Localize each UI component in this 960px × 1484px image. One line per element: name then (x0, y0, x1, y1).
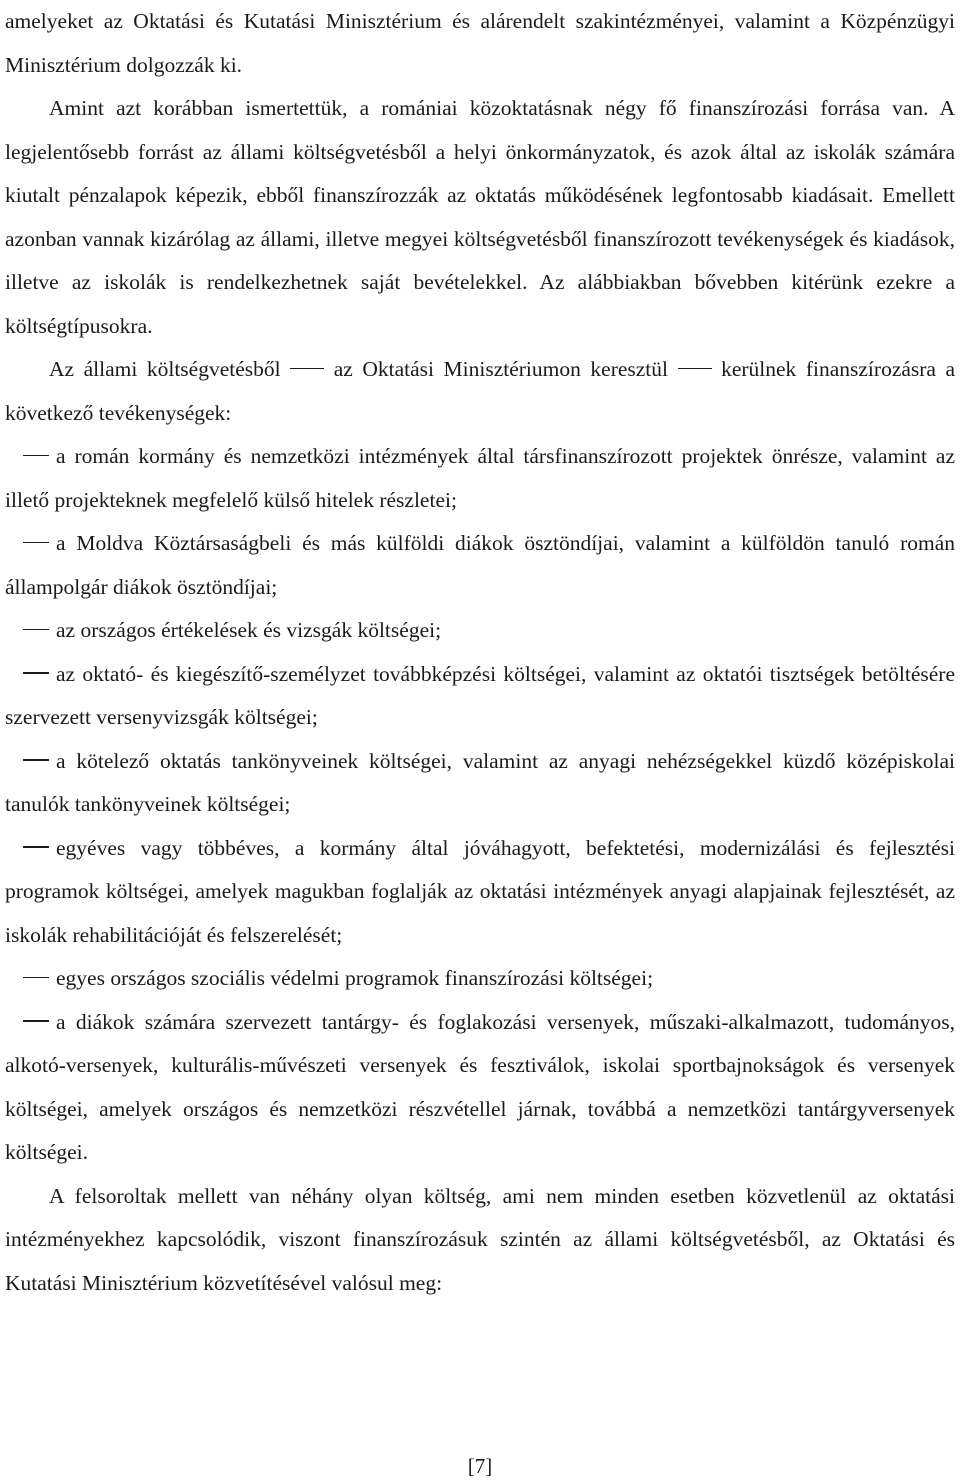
dash-bullet (23, 846, 49, 848)
dash-bullet (23, 1020, 49, 1022)
paragraph-state-budget-start: Az állami költségvetésből (49, 357, 281, 381)
paragraph-intro-continuation: amelyeket az Oktatási és Kutatási Minisztérium és alárendelt szakintézményei, valamint a Közpénzügyi Minisztérium dolgozzák ki. (5, 9, 955, 77)
list-item (5, 740, 955, 827)
dash-bullet (23, 759, 49, 761)
dash-mark (290, 368, 324, 370)
dash-bullet (23, 629, 49, 631)
dash-bullet (23, 455, 49, 457)
dash-bullet (23, 672, 49, 674)
dash-bullet (23, 977, 49, 979)
list-item-text: a román kormány és nemzetközi intézmények által társfinanszírozott projektek önrésze, valamint az illető projekteknek megfelelő külső hitelek részletei; (5, 444, 955, 512)
list-item (5, 522, 955, 609)
list-item-text: az oktató- és kiegészítő-személyzet továbbképzési költségei, valamint az oktatói tisztségek betöltésére szervezett versenyvizsgák költségei; (5, 661, 955, 729)
paragraph-state-budget-intro (5, 348, 955, 435)
list-item-text: a kötelező oktatás tankönyveinek költségei, valamint az anyagi nehézségekkel küzdő középiskolai tanulók tankönyveinek költségei; (5, 748, 955, 816)
paragraph-additional-costs: A felsoroltak mellett van néhány olyan költség, ami nem minden esetben közvetlenül az oktatási intézményekhez kapcsolódik, viszont finanszírozásuk szintén az állami költségvetésből, az Oktatási és Kutatási Minisztérium közvetítésével valósul meg: (5, 1183, 955, 1295)
list-item (5, 827, 955, 958)
list-item (5, 653, 955, 740)
page-number: [7] (467, 1454, 493, 1478)
list-item (5, 609, 955, 653)
body-text (5, 0, 955, 1305)
paragraph-state-budget-mid: az Oktatási Minisztériumon keresztül (333, 357, 668, 381)
list-item (5, 957, 955, 1001)
list-item-text: az országos értékelések és vizsgák költségei; (56, 618, 442, 642)
list-item (5, 1001, 955, 1175)
list-item-text: egyes országos szociális védelmi programok finanszírozási költségei; (56, 966, 654, 990)
dash-bullet (23, 542, 49, 544)
list-item-text: a diákok számára szervezett tantárgy- és foglakozási versenyek, műszaki-alkalmazott, tudományos, alkotó-versenyek, kulturális-művészeti versenyek és fesztiválok, iskolai sportbajnokságok és versenyek költségei, amelyek országos és nemzetközi részvétellel járnak, továbbá a nemzetközi tantárgyversenyek költségei. (5, 1009, 955, 1164)
list-item-text: a Moldva Köztársaságbeli és más külföldi diákok ösztöndíjai, valamint a külföldön tanuló román állampolgár diákok ösztöndíjai; (5, 531, 955, 599)
paragraph-funding-sources: Amint azt korábban ismertettük, a romániai közoktatásnak négy fő finanszírozási forrása van. A legjelentősebb forrást az állami költségvetésből a helyi önkormányzatok, és azok által az iskolák számára kiutalt pénzalapok képezik, ebből finanszírozzák az oktatás működésének legfontosabb kiadásait. Emellett azonban vannak kizárólag az állami, illetve megyei költségvetésből finanszírozott tevékenységek és kiadások, illetve az iskolák is rendelkezhetnek saját bevételekkel. Az alábbiakban bővebben kitérünk ezekre a költségtípusokra. (5, 96, 955, 338)
list-item-text: egyéves vagy többéves, a kormány által jóváhagyott, befektetési, modernizálási és fejlesztési programok költségei, amelyek magukban foglalják az oktatási intézmények anyagi alapjainak fejlesztését, az iskolák rehabilitációját és felszerelését; (5, 835, 955, 947)
dash-mark (678, 368, 712, 370)
paragraph-state-budget-end: kerülnek finanszírozásra a következő tevékenységek: (5, 357, 956, 425)
list-item (5, 435, 955, 522)
